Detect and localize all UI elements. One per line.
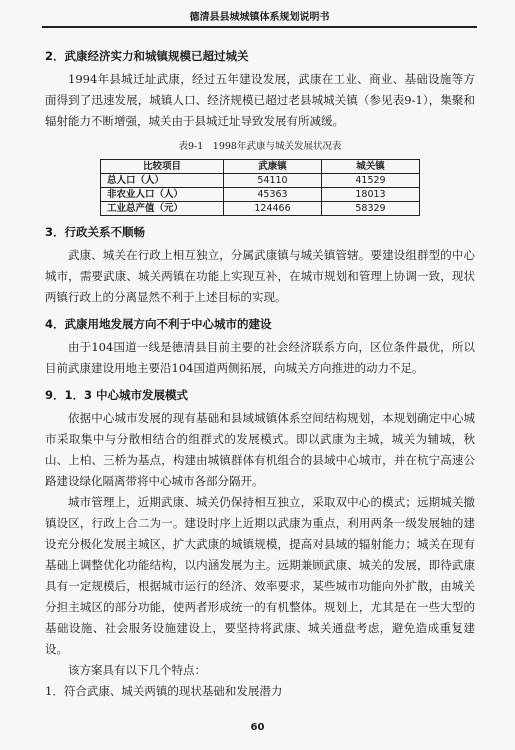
table-row bbox=[101, 202, 420, 216]
section-9-1-3-paragraph-3: 该方案具有以下几个特点： bbox=[68, 663, 206, 677]
comparison-table bbox=[100, 159, 420, 216]
page-number: 60 bbox=[250, 722, 265, 733]
table-header-row bbox=[101, 160, 420, 174]
section-heading-9-1-3: 9．1．3 中心城市发展模式 bbox=[45, 388, 189, 402]
section-9-1-3-paragraph-2: 城市管理上，近期武康、城关仍保持相互独立，采取双中心的模式；远期城关撤镇设区，行政上合二为一。建设时序上近期以武康为重点，利用两条一级发展轴的建设充分极化发展主城区，扩大武康的城镇规模，提高对县域的辐射能力；城关在现有基础上调整优化功能结构，以内涵发展为主。远期兼顾武康、城关的发展，即待武康具有一定规模后，根据城市运行的经济、效率要求，某些城市功能向外扩散，由城关分担主城区的部分功能，使两者形成统一的有机整体。规划上，尤其是在一些大型的基础设施、社会服务设施建设上，要坚持将武康、城关通盘考虑，避免造成重复建设。 bbox=[45, 495, 475, 656]
table-row bbox=[101, 174, 420, 188]
table-cell: 41529 bbox=[322, 174, 420, 188]
table-cell: 54110 bbox=[224, 174, 322, 188]
section-heading-2: 2．武康经济实力和城镇规模已超过城关 bbox=[45, 49, 249, 63]
table-cell: 工业总产值（元） bbox=[101, 202, 224, 216]
section-heading-4: 4．武康用地发展方向不利于中心城市的建设 bbox=[45, 317, 272, 331]
table-cell: 18013 bbox=[322, 188, 420, 202]
table-cell: 58329 bbox=[322, 202, 420, 216]
table-header-cell: 城关镇 bbox=[322, 160, 420, 174]
running-header: 德清县县城城镇体系规划说明书 bbox=[42, 8, 477, 28]
table-row bbox=[101, 188, 420, 202]
section-2-paragraph: 1994年县城迁址武康，经过五年建设发展，武康在工业、商业、基础设施等方面得到了迅速发展，城镇人口、经济规模已超过老县城城关镇（参见表9-1），集聚和辐射能力不断增强，城关由于县城迁址导致发展有所减缓。 bbox=[45, 72, 475, 128]
section-4-paragraph: 由于104国道一线是德清县目前主要的社会经济联系方向，区位条件最优，所以目前武康建设用地主要沿104国道两侧拓展，向城关方向推进的动力不足。 bbox=[45, 340, 475, 375]
table-cell: 非农业人口（人） bbox=[101, 188, 224, 202]
section-heading-3: 3．行政关系不顺畅 bbox=[45, 225, 146, 239]
section-9-1-3-paragraph-1: 依据中心城市发展的现有基础和县域城镇体系空间结构规划，本规划确定中心城市采取集中与分散相结合的组群式的发展模式。即以武康为主城，城关为辅城，秋山、上柏、三桥为基点，构建由城镇群体有机组合的县域中心城市，并在杭宁高速公路建设绿化隔离带将中心城市各部分隔开。 bbox=[45, 411, 475, 488]
table-header-cell: 比较项目 bbox=[101, 160, 224, 174]
table-header-cell: 武康镇 bbox=[224, 160, 322, 174]
list-item-1: 1．符合武康、城关两镇的现状基础和发展潜力 bbox=[45, 684, 283, 698]
page-body bbox=[45, 40, 475, 702]
table-cell: 总人口（人） bbox=[101, 174, 224, 188]
section-3-paragraph: 武康、城关在行政上相互独立，分属武康镇与城关镇管辖。要建设组群型的中心城市，需要武康、城关两镇在功能上实现互补，在城市规划和管理上协调一致，现状两镇行政上的分离显然不利于上述目标的实现。 bbox=[45, 248, 475, 304]
table-cell: 45363 bbox=[224, 188, 322, 202]
table-caption: 表9-1 1998年武康与城关发展状况表 bbox=[178, 141, 342, 152]
table-cell: 124466 bbox=[224, 202, 322, 216]
header-rule bbox=[42, 27, 477, 28]
